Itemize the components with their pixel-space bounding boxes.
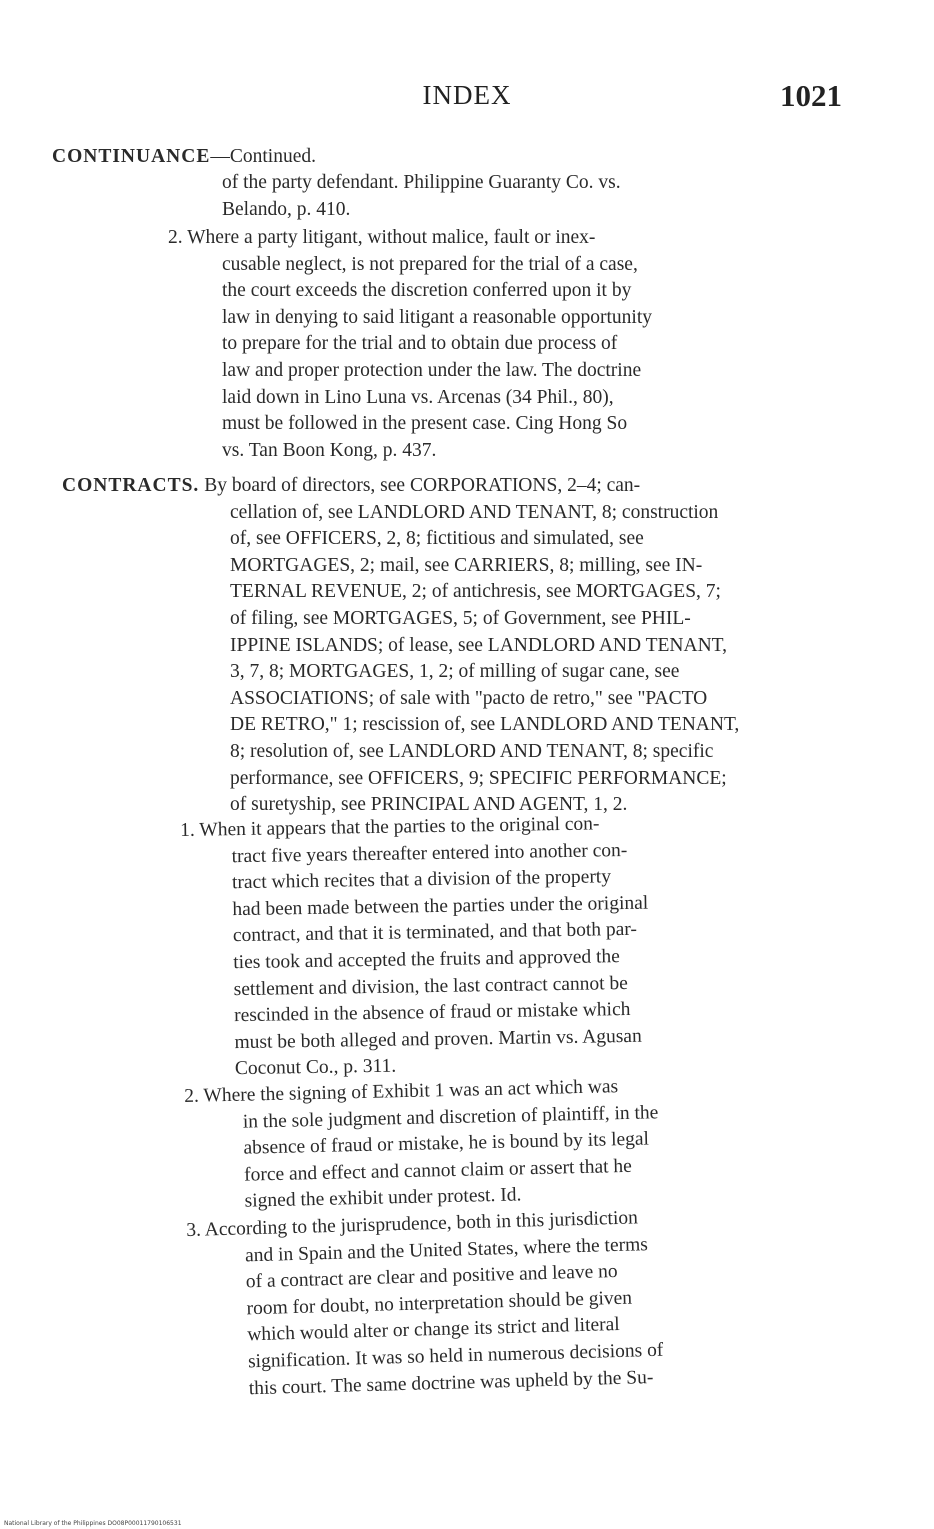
scan-footer-label: National Library of the Philippines DO08P00011790106531 xyxy=(4,1520,182,1527)
xref-line: IPPINE ISLANDS; of lease, see LANDLORD AND TENANT, xyxy=(230,634,728,656)
text-line: Coconut Co., p. 311. xyxy=(234,1055,397,1080)
text-line: 1. When it appears that the parties to the original con- xyxy=(180,813,600,841)
text-line: to prepare for the trial and to obtain due process of xyxy=(222,333,618,355)
text-line: ties took and accepted the fruits and approved the xyxy=(233,946,621,974)
text-line: signification. It was so held in numerous decisions of xyxy=(247,1339,664,1373)
text-line: rescinded in the absence of fraud or mistake which xyxy=(233,999,631,1027)
xref-line: MORTGAGES, 2; mail, see CARRIERS, 8; milling, see IN- xyxy=(230,554,703,576)
text-line: had been made between the parties under the original xyxy=(232,892,649,920)
text-line: room for doubt, no interpretation should be given xyxy=(246,1287,633,1320)
text-line: tract which recites that a division of the property xyxy=(231,866,612,894)
text-line: force and effect and cannot claim or assert that he xyxy=(243,1155,633,1186)
contracts-heading: CONTRACTS. xyxy=(62,475,200,496)
text-line: of a contract are clear and positive and leave no xyxy=(245,1261,618,1293)
xref-line: DE RETRO," 1; rescission of, see LANDLORD AND TENANT, xyxy=(230,714,740,736)
text-line: this court. The same doctrine was upheld by the Su- xyxy=(248,1366,654,1399)
text-line: 2. Where the signing of Exhibit 1 was an act which was xyxy=(184,1076,619,1107)
xref-line: cellation of, see LANDLORD AND TENANT, 8; construction xyxy=(230,501,719,523)
text-line: vs. Tan Boon Kong, p. 437. xyxy=(222,439,437,461)
contracts-paragraph-3 xyxy=(186,1199,871,1404)
xref-line: performance, see OFFICERS, 9; SPECIFIC PERFORMANCE; xyxy=(230,767,727,789)
contracts-paragraph-2 xyxy=(184,1069,863,1217)
text-line: which would alter or change its strict and literal xyxy=(247,1314,621,1346)
page-number: 1021 xyxy=(780,78,842,113)
text-line: law in denying to said litigant a reasonable opportunity xyxy=(222,306,652,328)
text-line: in the sole judgment and discretion of plaintiff, in the xyxy=(242,1101,659,1133)
continuance-paragraph-2 xyxy=(168,225,848,464)
xref-line: TERNAL REVENUE, 2; of antichresis, see MORTGAGES, 7; xyxy=(230,581,721,603)
text-line: signed the exhibit under protest. Id. xyxy=(244,1184,522,1213)
contracts-paragraph-1 xyxy=(180,807,860,1084)
text-line: Belando, p. 410. xyxy=(222,198,351,220)
text-line: law and proper protection under the law. The doctrine xyxy=(222,359,642,381)
text-line: of the party defendant. Philippine Guaranty Co. vs. xyxy=(222,172,621,193)
xref-line: of, see OFFICERS, 2, 8; fictitious and simulated, see xyxy=(230,528,644,550)
text-line: the court exceeds the discretion conferred upon it by xyxy=(222,280,632,302)
continuance-heading: CONTINUANCE xyxy=(52,146,211,167)
xref-line: 3, 7, 8; MORTGAGES, 1, 2; of milling of sugar cane, see xyxy=(230,661,680,683)
xref-line: ASSOCIATIONS; of sale with "pacto de retro," see "PACTO xyxy=(230,687,708,709)
xref-line: By board of directors, see CORPORATIONS, 2–4; can- xyxy=(204,475,641,496)
text-line: 3. According to the jurisprudence, both in this jurisdiction xyxy=(186,1207,639,1241)
continuance-entry-heading xyxy=(52,144,316,171)
continued-label: —Continued. xyxy=(210,146,316,167)
contracts-xrefs xyxy=(62,473,852,819)
text-line: contract, and that it is terminated, and that both par- xyxy=(232,919,638,947)
continuance-paragraph-1 xyxy=(222,170,850,223)
page-title: INDEX xyxy=(422,80,512,110)
xref-line: of filing, see MORTGAGES, 5; of Government, see PHIL- xyxy=(230,607,691,629)
text-line: must be both alleged and proven. Martin vs. Agusan xyxy=(234,1025,642,1053)
text-line: must be followed in the present case. Cing Hong So xyxy=(222,413,628,435)
text-line xyxy=(62,473,852,500)
text-line: cusable neglect, is not prepared for the trial of a case, xyxy=(222,253,638,275)
text-line: absence of fraud or mistake, he is bound by its legal xyxy=(243,1128,650,1159)
text-line: and in Spain and the United States, where the terms xyxy=(244,1233,649,1266)
xref-line: 8; resolution of, see LANDLORD AND TENANT, 8; specific xyxy=(230,740,714,762)
text-line: tract five years thereafter entered into another con- xyxy=(231,839,628,867)
text-line: settlement and division, the last contract cannot be xyxy=(233,972,629,1000)
text-line: laid down in Lino Luna vs. Arcenas (34 Phil., 80), xyxy=(222,386,614,408)
xref-line: of suretyship, see PRINCIPAL AND AGENT, 1, 2. xyxy=(230,794,628,816)
text-line: 2. Where a party litigant, without malice, fault or inex- xyxy=(168,227,596,248)
